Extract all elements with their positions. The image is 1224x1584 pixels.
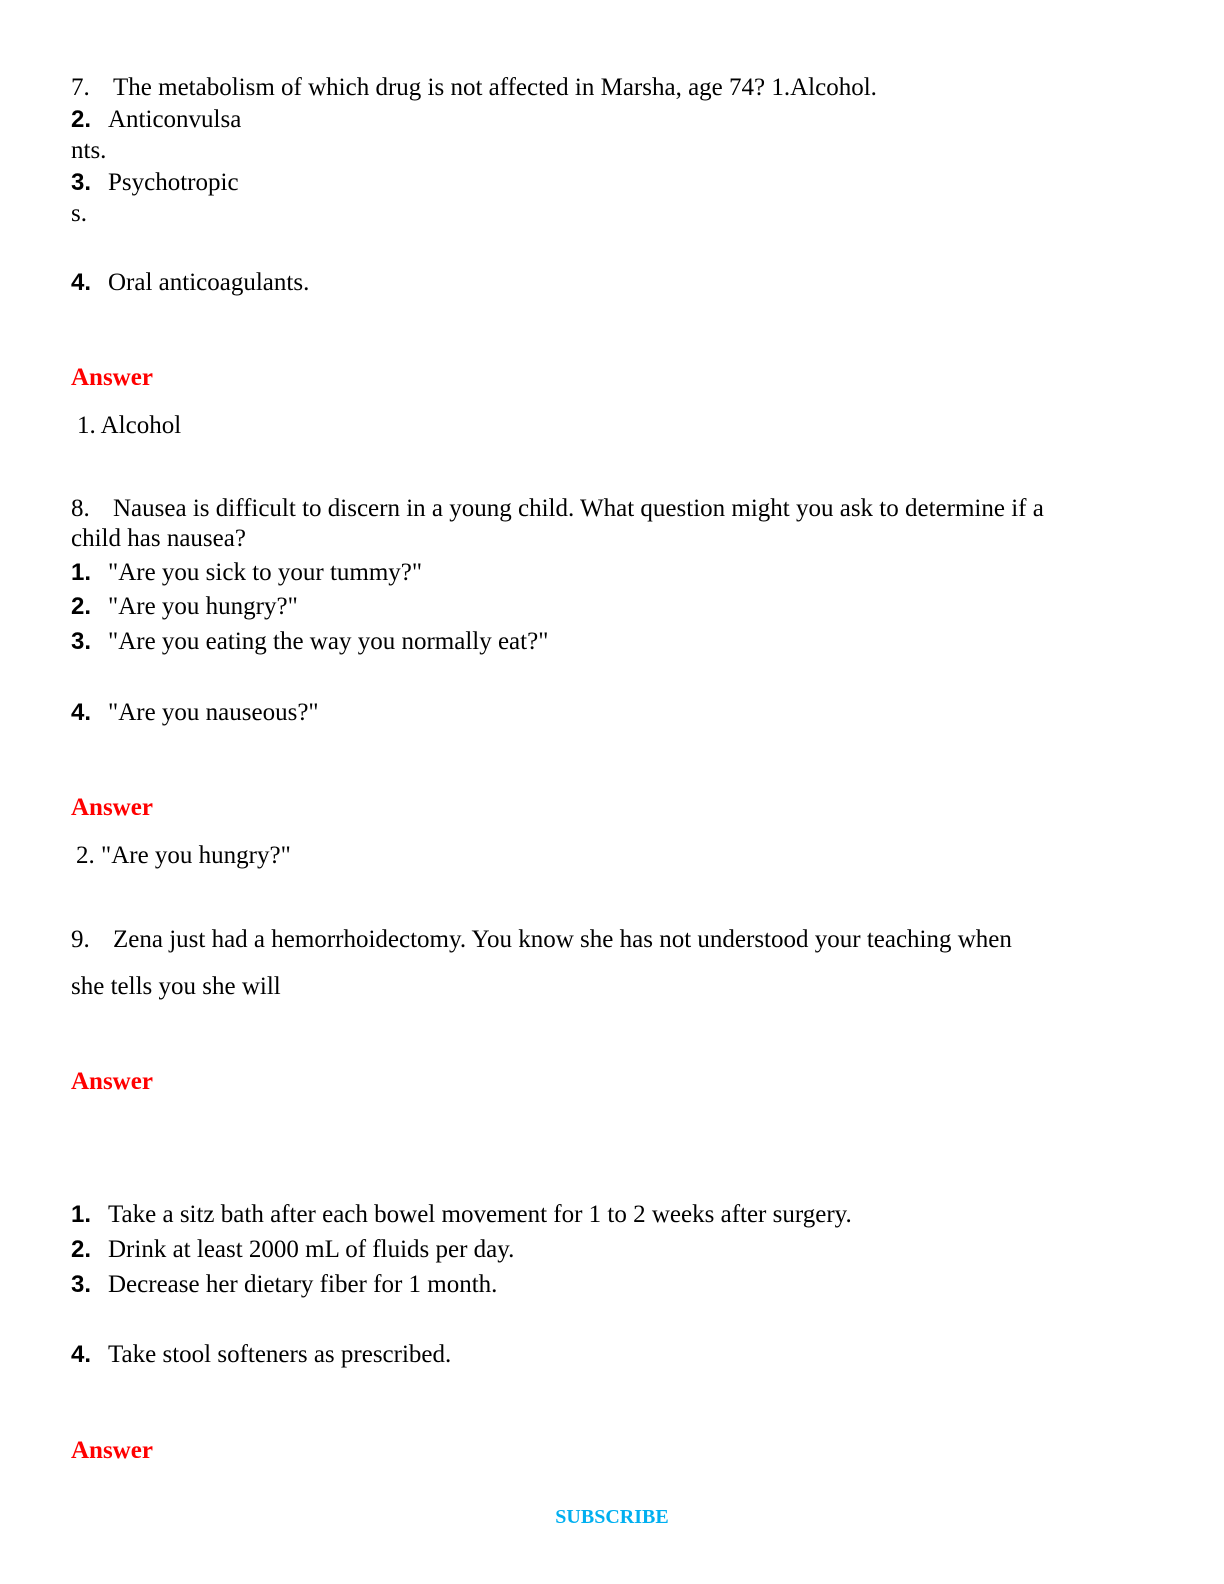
option-number: 1. (71, 1201, 92, 1228)
question-number: 9. (71, 926, 90, 953)
option-text: Anticonvulsa (108, 106, 242, 133)
option-number: 3. (71, 1271, 92, 1298)
option-4 (71, 1340, 451, 1370)
option-2 (71, 105, 241, 135)
option-text: "Are you eating the way you normally eat?" (108, 628, 549, 655)
option-text: Take stool softeners as prescribed. (108, 1341, 452, 1368)
option-1 (71, 1200, 852, 1230)
option-number: 4. (71, 269, 92, 296)
question-7 (71, 73, 877, 103)
option-text: Oral anticoagulants. (108, 269, 310, 296)
option-number: 2. (71, 593, 92, 620)
option-3 (71, 627, 548, 657)
question-9 (71, 925, 1012, 955)
option-4 (71, 698, 319, 728)
answer-heading: Answer (71, 1068, 153, 1095)
option-number: 2. (71, 106, 92, 133)
answer-heading: Answer (71, 1437, 153, 1464)
option-text: Psychotropic (108, 169, 239, 196)
question-text: The metabolism of which drug is not affected in Marsha, age 74? 1.Alcohol. (113, 74, 877, 101)
option-text: "Are you nauseous?" (108, 699, 319, 726)
option-text: Take a sitz bath after each bowel movement for 1 to 2 weeks after surgery. (108, 1201, 852, 1228)
option-3 (71, 1270, 497, 1300)
option-2 (71, 592, 298, 622)
option-number: 4. (71, 699, 92, 726)
option-number: 1. (71, 559, 92, 586)
question-text: Nausea is difficult to discern in a young child. What question might you ask to determine if a (113, 495, 1044, 522)
option-3-continued: s. (71, 200, 87, 227)
option-text: Drink at least 2000 mL of fluids per day. (108, 1236, 515, 1263)
option-number: 3. (71, 628, 92, 655)
answer-heading: Answer (71, 364, 153, 391)
question-8 (71, 494, 1044, 524)
option-text: "Are you sick to your tummy?" (108, 559, 423, 586)
option-3 (71, 168, 239, 198)
answer-text: 2. "Are you hungry?" (76, 842, 291, 869)
option-text: "Are you hungry?" (108, 593, 298, 620)
option-number: 2. (71, 1236, 92, 1263)
question-text-continued: child has nausea? (71, 525, 246, 552)
option-number: 4. (71, 1341, 92, 1368)
subscribe-link[interactable]: SUBSCRIBE (555, 1506, 669, 1528)
option-1 (71, 558, 422, 588)
question-number: 8. (71, 495, 90, 522)
option-2-continued: nts. (71, 137, 107, 164)
option-number: 3. (71, 169, 92, 196)
answer-text: 1. Alcohol (77, 412, 182, 439)
option-4 (71, 268, 309, 298)
question-text: Zena just had a hemorrhoidectomy. You know she has not understood your teaching when (113, 926, 1012, 953)
question-number: 7. (71, 74, 90, 101)
option-text: Decrease her dietary fiber for 1 month. (108, 1271, 498, 1298)
option-2 (71, 1235, 514, 1265)
answer-heading: Answer (71, 794, 153, 821)
question-text-continued: she tells you she will (71, 973, 281, 1000)
